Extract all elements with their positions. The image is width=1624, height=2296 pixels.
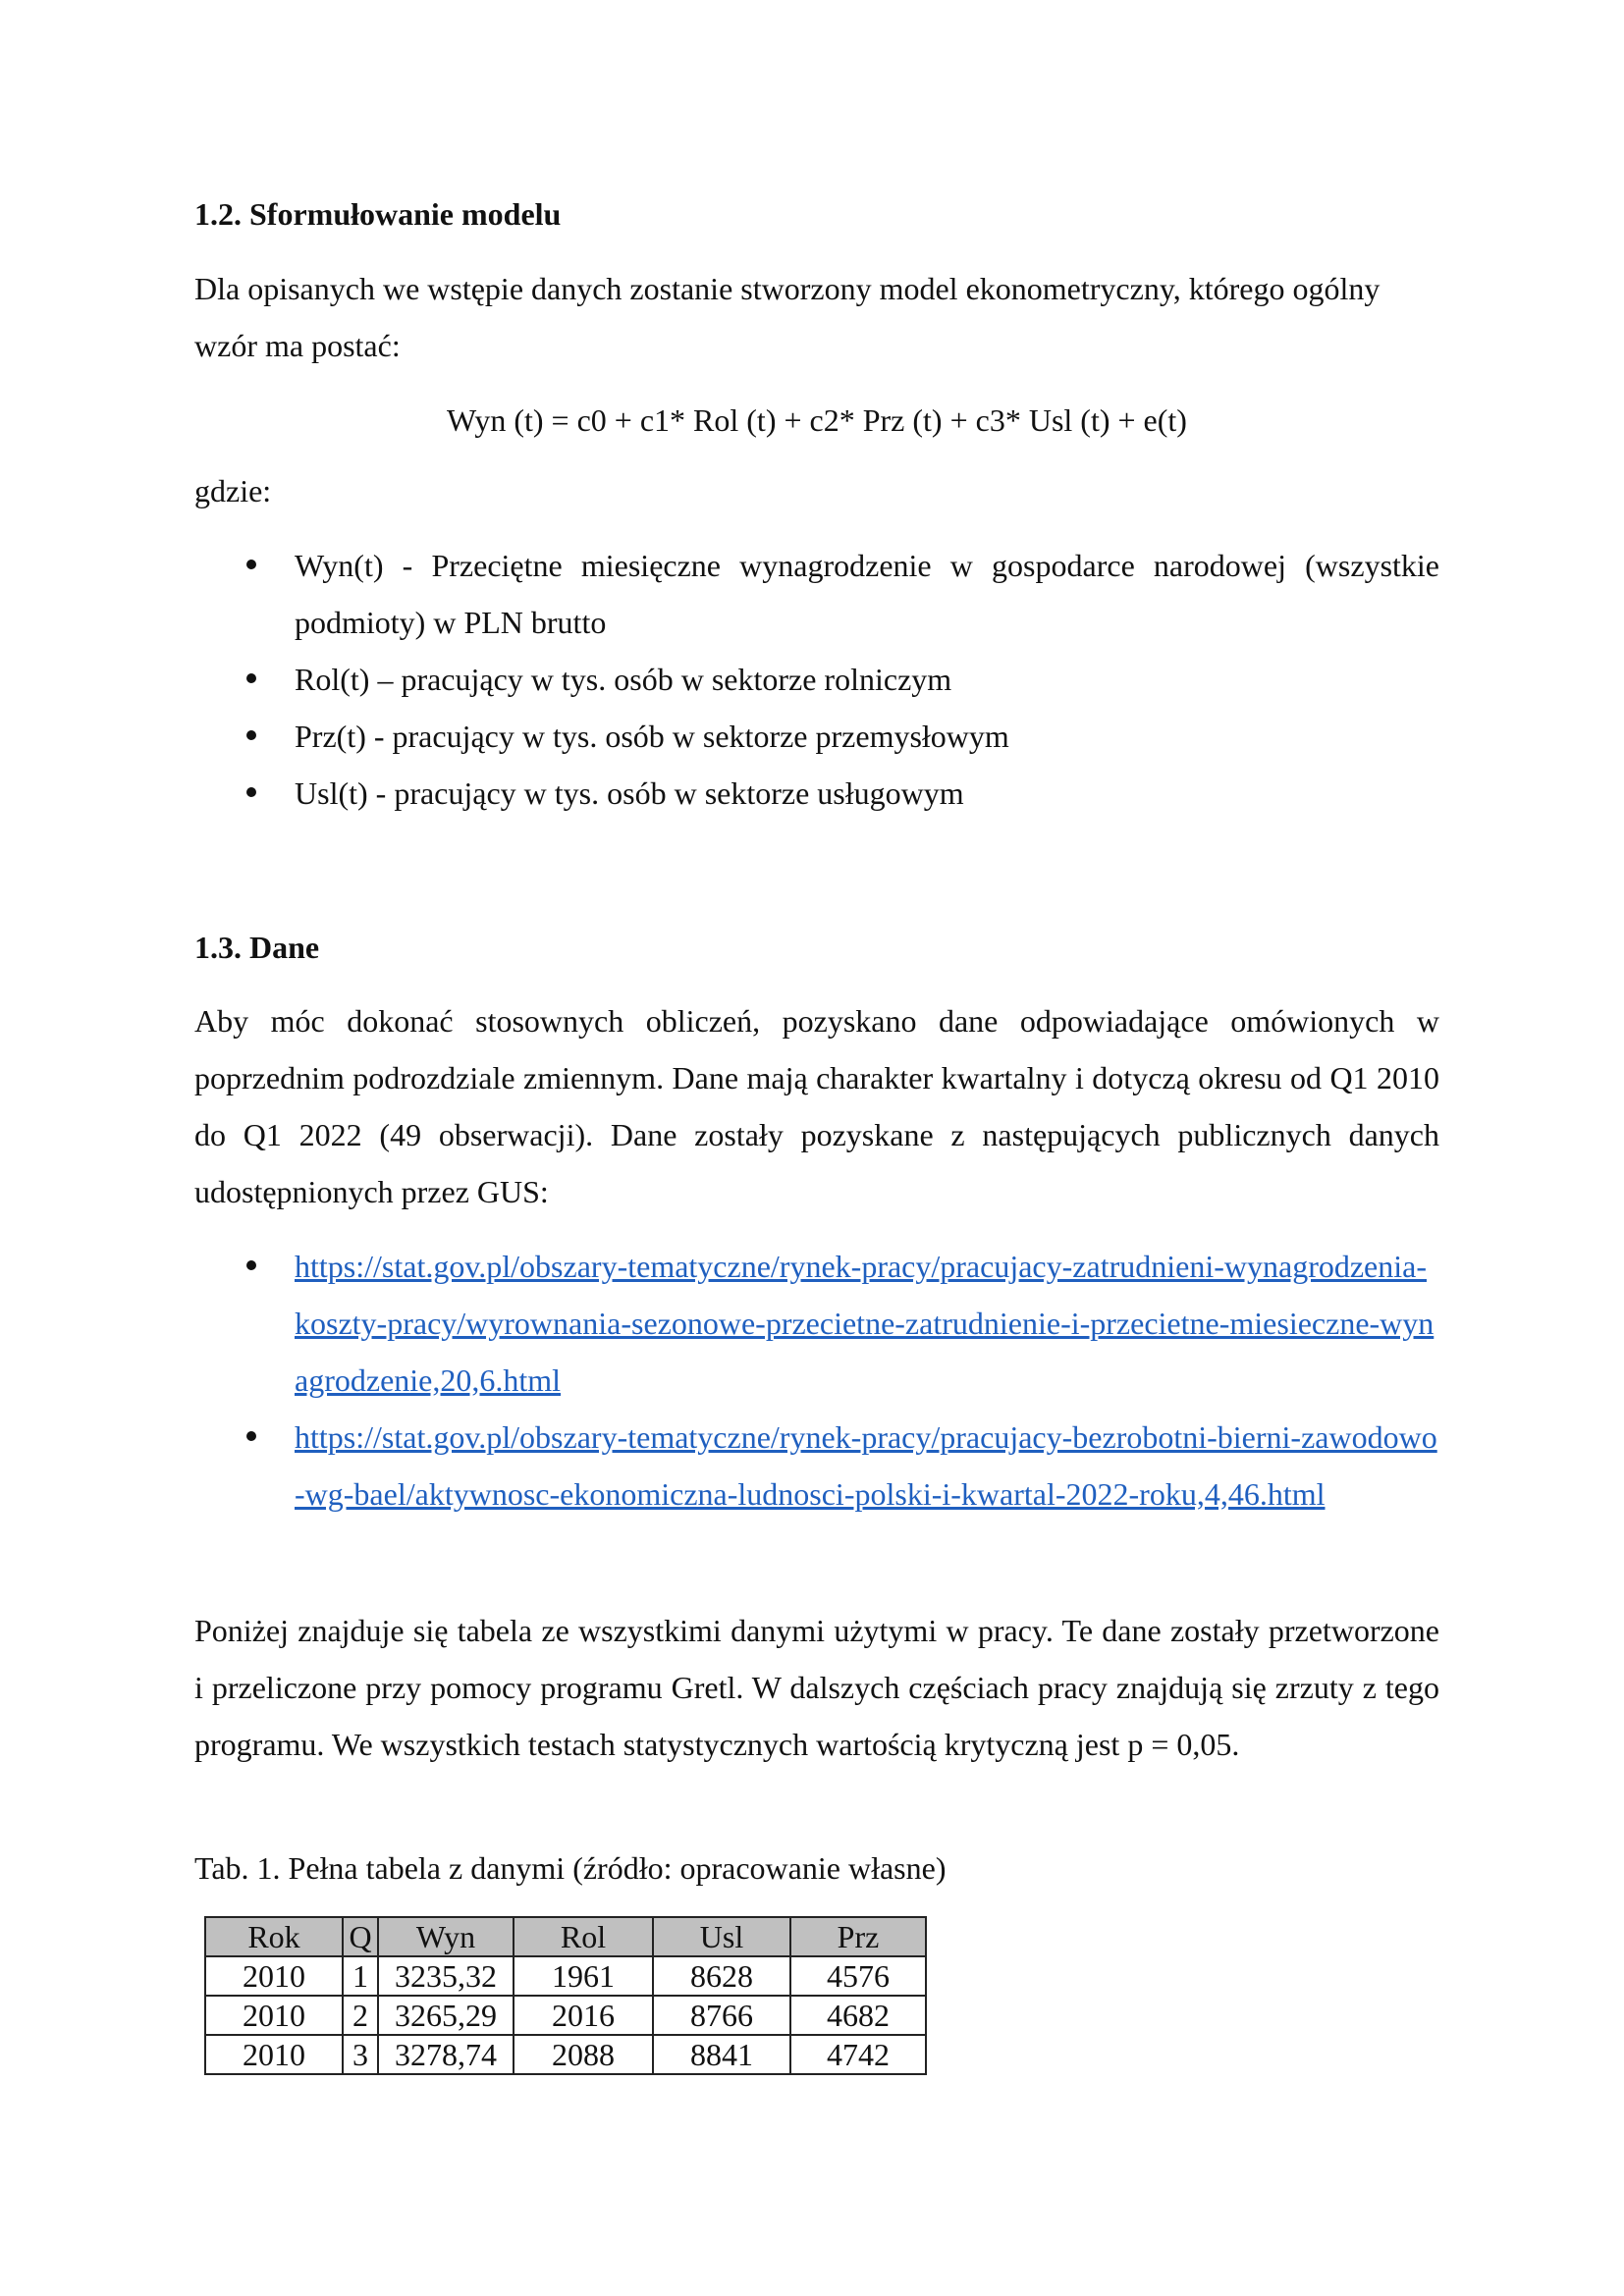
column-header-rok: Rok [205,1917,343,1956]
table-cell: 3235,32 [378,1956,514,1996]
table-cell: 2088 [514,2035,653,2074]
column-header-wyn: Wyn [378,1917,514,1956]
table-cell: 3265,29 [378,1996,514,2035]
bullet-icon [246,673,256,683]
table-cell: 1961 [514,1956,653,1996]
table-header-row [205,1917,926,1956]
bullet-icon [246,1431,256,1441]
list-item: Prz(t) - pracujący w tys. osób w sektorze przemysłowym [194,708,1439,765]
data-table [204,1916,927,2075]
where-label: gdzie: [194,473,272,508]
table-cell: 3278,74 [378,2035,514,2074]
table-cell: 8766 [653,1996,790,2035]
bullet-icon [246,787,256,797]
list-item: Usl(t) - pracujący w tys. osób w sektorze usługowym [194,765,1439,822]
bullet-icon [246,730,256,740]
column-header-usl: Usl [653,1917,790,1956]
table-cell: 8841 [653,2035,790,2074]
table-cell: 3 [343,2035,378,2074]
table-cell: 8628 [653,1956,790,1996]
section-heading-model: 1.2. Sformułowanie modelu [194,196,562,232]
section-heading-data: 1.3. Dane [194,930,320,965]
variable-list [194,537,1439,822]
model-intro-paragraph: Dla opisanych we wstępie danych zostanie stworzony model ekonometryczny, którego ogólny wzór ma postać: [194,271,1380,363]
table-cell: 4576 [790,1956,926,1996]
table-cell: 2 [343,1996,378,2035]
model-formula: Wyn (t) = c0 + c1* Rol (t) + c2* Prz (t) + c3* Usl (t) + e(t) [447,402,1187,438]
table-cell: 4742 [790,2035,926,2074]
table-cell: 2010 [205,1996,343,2035]
table-intro-paragraph: Poniżej znajduje się tabela ze wszystkimi danymi użytymi w pracy. Te dane zostały przetworzone i przeliczone przy pomocy programu Gretl. W dalszych częściach pracy znajdują się zrzuty z tego programu. We wszystkich testach statystycznych wartością krytyczną jest p = 0,05. [194,1613,1439,1762]
table-caption: Tab. 1. Pełna tabela z danymi (źródło: opracowanie własne) [194,1850,947,1886]
table-row [205,1956,926,1996]
bullet-icon [246,560,256,569]
column-header-q: Q [343,1917,378,1956]
table-cell: 2016 [514,1996,653,2035]
list-item [194,1409,1439,1522]
table-cell: 4682 [790,1996,926,2035]
column-header-rol: Rol [514,1917,653,1956]
gus-employment-link[interactable]: https://stat.gov.pl/obszary-tematyczne/rynek-pracy/pracujacy-bezrobotni-bierni-zawodowo-wg-bael/aktywnosc-ekonomiczna-ludnosci-polski-i-kwartal-2022-roku,4,46.html [295,1419,1437,1512]
table-row [205,2035,926,2074]
list-item: Rol(t) – pracujący w tys. osób w sektorze rolniczym [194,651,1439,708]
column-header-prz: Prz [790,1917,926,1956]
bullet-icon [246,1260,256,1270]
source-links-list [194,1238,1439,1522]
gus-wages-link[interactable]: https://stat.gov.pl/obszary-tematyczne/rynek-pracy/pracujacy-zatrudnieni-wynagrodzenia-koszty-pracy/wyrownania-sezonowe-przecietne-zatrudnienie-i-przecietne-miesieczne-wynagrodzenie,20,6.html [295,1249,1435,1398]
list-item: Wyn(t) - Przeciętne miesięczne wynagrodzenie w gospodarce narodowej (wszystkie podmioty) w PLN brutto [194,537,1439,651]
table-cell: 2010 [205,2035,343,2074]
list-item [194,1238,1439,1409]
table-cell: 2010 [205,1956,343,1996]
data-intro-paragraph: Aby móc dokonać stosownych obliczeń, pozyskano dane odpowiadające omówionych w poprzednim podrozdziale zmiennym. Dane mają charakter kwartalny i dotyczą okresu od Q1 2010 do Q1 2022 (49 obserwacji). Dane zostały pozyskane z następujących publicznych danych udostępnionych przez GUS: [194,1003,1439,1209]
table-cell: 1 [343,1956,378,1996]
table-row [205,1996,926,2035]
